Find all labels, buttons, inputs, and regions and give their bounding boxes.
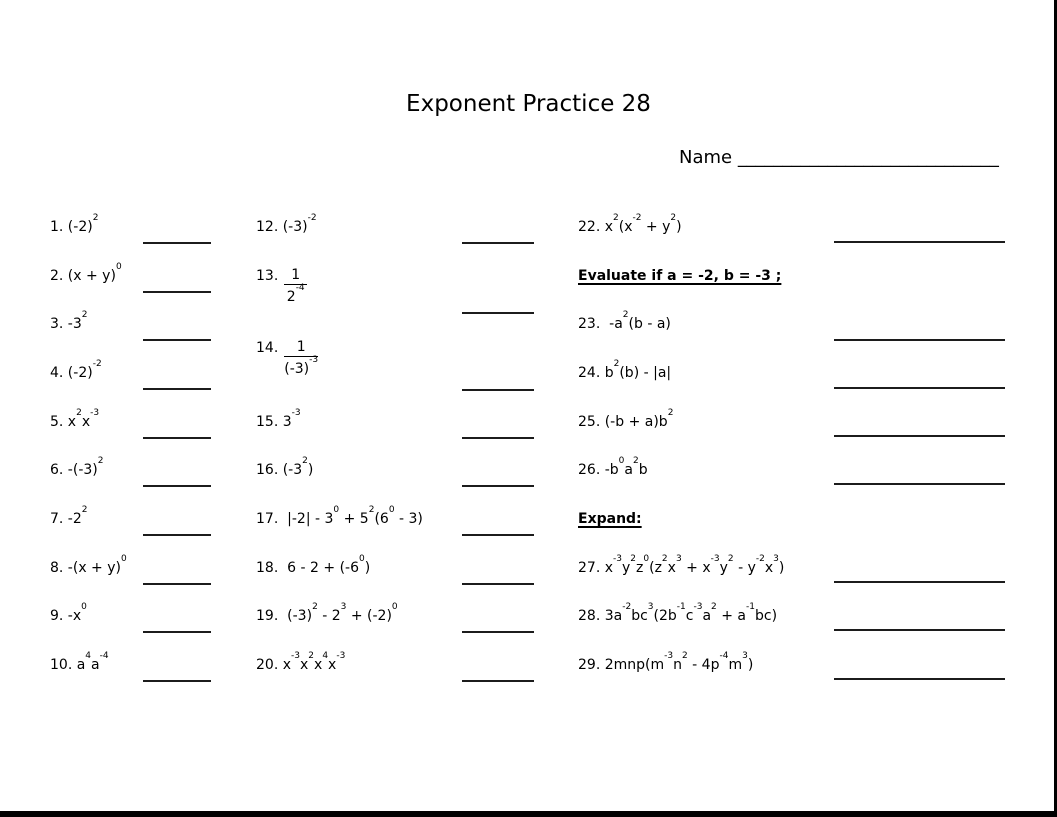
problem-text: 27. $x^{-3}y^2z^0(z^2x^3 + x^{-3}y^2 - y^{-2}x^3)$: [578, 554, 785, 576]
answer-blank: [462, 437, 534, 439]
answer-blank: [143, 680, 211, 682]
problem-number: 14.: [256, 340, 279, 356]
fraction: [284, 339, 318, 379]
name-blank-line: _____________________________: [737, 147, 999, 168]
answer-blank: [834, 241, 1005, 243]
fraction-numerator: 1: [284, 339, 318, 357]
name-row: [679, 146, 999, 170]
problem-text: 23. $-a^2(b - a)$: [578, 310, 671, 332]
problem-text: 15. $3^{-3}$: [256, 408, 301, 430]
fraction-denominator: $(-3)^{-3}$: [284, 355, 319, 377]
problem-text: 17. $|-2| - 3^0 + 5^2(6^0 - 3)$: [256, 505, 423, 527]
section-header: Evaluate if a = -2, b = -3 ;: [578, 268, 782, 284]
problem-text: 1. $(-2)^2$: [50, 213, 99, 235]
problem-text: 26. $-b^0a^2b$: [578, 456, 648, 478]
worksheet-title: Exponent Practice 28: [406, 91, 651, 117]
answer-blank: [834, 678, 1005, 680]
answer-blank: [462, 583, 534, 585]
answer-blank: [143, 583, 211, 585]
answer-blank: [462, 485, 534, 487]
answer-blank: [143, 485, 211, 487]
answer-blank: [143, 291, 211, 293]
answer-blank: [143, 242, 211, 244]
problem-text: 5. $x^2x^{-3}$: [50, 408, 100, 430]
answer-blank: [143, 388, 211, 390]
answer-blank: [462, 631, 534, 633]
problem-text: 3. $-3^2$: [50, 310, 88, 332]
answer-blank: [143, 437, 211, 439]
answer-blank: [462, 242, 534, 244]
answer-blank: [462, 389, 534, 391]
page-edge-bottom: [0, 811, 1057, 817]
problem-text: 18. $6 - 2 + (-6^0)$: [256, 554, 371, 576]
section-header: Expand:: [578, 511, 642, 527]
answer-blank: [143, 631, 211, 633]
answer-blank: [834, 387, 1005, 389]
problem-text: 24. $b^2(b) - |a|$: [578, 359, 672, 381]
problem-text: 19. $(-3)^2 - 2^3 + (-2)^0$: [256, 602, 398, 624]
answer-blank: [462, 312, 534, 314]
problem-text: 28. $3a^{-2}bc^3(2b^{-1}c^{-3}a^2 + a^{-1}bc)$: [578, 602, 778, 624]
name-label: Name: [679, 147, 738, 168]
problem-text: 9. $-x^0$: [50, 602, 87, 624]
problem-text: 6. $-(-3)^2$: [50, 456, 104, 478]
answer-blank: [834, 581, 1005, 583]
problem-fraction: [256, 267, 307, 307]
answer-blank: [834, 339, 1005, 341]
problem-text: 10. $a^4a^{-4}$: [50, 651, 109, 673]
problem-text: 25. $(-b + a)b^2$: [578, 408, 674, 430]
answer-blank: [462, 534, 534, 536]
answer-blank: [143, 339, 211, 341]
answer-blank: [834, 483, 1005, 485]
problem-text: 16. $(-3^2)$: [256, 456, 314, 478]
fraction-denominator: $2^{-4}$: [286, 283, 305, 305]
problem-number: 13.: [256, 268, 279, 284]
problem-text: 12. $(-3)^{-2}$: [256, 213, 317, 235]
answer-blank: [834, 629, 1005, 631]
problem-text: 20. $x^{-3}x^2x^4x^{-3}$: [256, 651, 346, 673]
problem-text: 8. $-(x + y)^0$: [50, 554, 127, 576]
problem-text: 4. $(-2)^{-2}$: [50, 359, 102, 381]
answer-blank: [143, 534, 211, 536]
problem-text: 2. $(x + y)^0$: [50, 262, 122, 284]
problem-text: 29. $2mnp(m^{-3}n^2 - 4p^{-4}m^3)$: [578, 651, 754, 673]
fraction: [284, 267, 307, 307]
answer-blank: [834, 435, 1005, 437]
answer-blank: [462, 680, 534, 682]
problem-fraction: [256, 339, 318, 379]
problem-text: 7. $-2^2$: [50, 505, 88, 527]
problem-text: 22. $x^2(x^{-2} + y^2)$: [578, 213, 682, 235]
fraction-numerator: 1: [284, 267, 307, 285]
